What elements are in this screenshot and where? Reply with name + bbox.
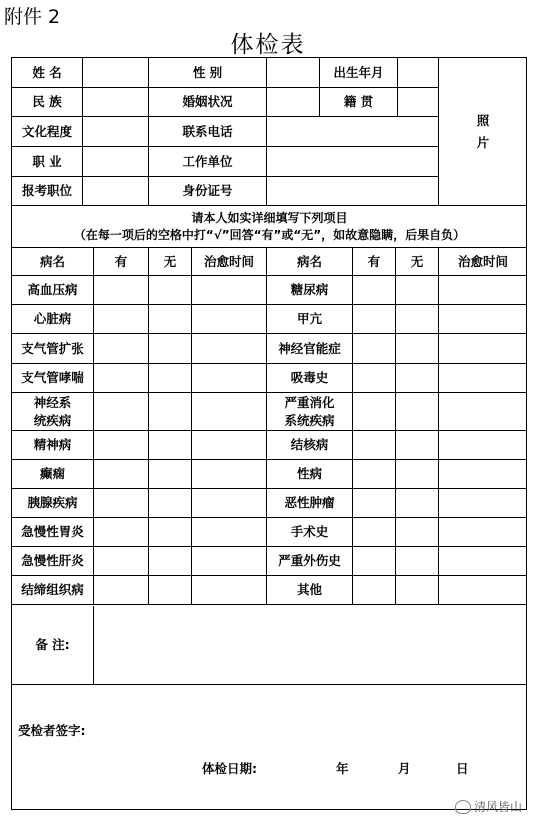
disease-name: 甲亢 xyxy=(267,305,353,334)
origin-label: 籍 贯 xyxy=(320,88,398,117)
education-label: 文化程度 xyxy=(12,117,83,147)
signature-label: 受检者签字: xyxy=(18,723,86,738)
disease-name: 癫痫 xyxy=(12,460,94,489)
wechat-icon xyxy=(455,800,471,814)
physical-exam-form xyxy=(11,57,527,810)
name-field[interactable] xyxy=(83,58,149,88)
name-label: 姓 名 xyxy=(12,58,83,88)
none-checkbox-cell[interactable] xyxy=(396,276,439,305)
disease-name: 手术史 xyxy=(267,518,353,547)
disease-name: 严重外伤史 xyxy=(267,547,353,576)
has-checkbox-cell[interactable] xyxy=(94,364,149,393)
photo-box: 照 片 xyxy=(439,58,527,206)
none-checkbox-cell[interactable] xyxy=(396,460,439,489)
cure-time-field[interactable] xyxy=(439,393,527,431)
column-header: 有 xyxy=(353,248,396,276)
occupation-field[interactable] xyxy=(83,147,149,177)
disease-name: 精神病 xyxy=(12,431,94,460)
notice-line-1: 请本人如实详细填写下列项目 xyxy=(191,211,348,225)
column-header: 病名 xyxy=(267,248,353,276)
cure-time-field[interactable] xyxy=(192,576,267,605)
has-checkbox-cell[interactable] xyxy=(353,576,396,605)
has-checkbox-cell[interactable] xyxy=(94,518,149,547)
has-checkbox-cell[interactable] xyxy=(94,431,149,460)
none-checkbox-cell[interactable] xyxy=(149,576,192,605)
disease-name: 结缔组织病 xyxy=(12,576,94,605)
idno-label: 身份证号 xyxy=(149,177,267,206)
date-year: 年 xyxy=(336,761,349,776)
instruction-notice xyxy=(12,206,527,248)
cure-time-field[interactable] xyxy=(192,364,267,393)
has-checkbox-cell[interactable] xyxy=(94,576,149,605)
cure-time-field[interactable] xyxy=(192,547,267,576)
origin-field[interactable] xyxy=(398,88,439,117)
form-title: 体检表 xyxy=(230,32,306,58)
disease-name: 急慢性肝炎 xyxy=(12,547,94,576)
none-checkbox-cell[interactable] xyxy=(149,305,192,334)
has-checkbox-cell[interactable] xyxy=(353,305,396,334)
cure-time-field[interactable] xyxy=(192,460,267,489)
disease-name: 严重消化 系统疾病 xyxy=(267,393,353,431)
disease-name: 心脏病 xyxy=(12,305,94,334)
cure-time-field[interactable] xyxy=(192,489,267,518)
cure-time-field[interactable] xyxy=(439,364,527,393)
watermark xyxy=(455,798,522,815)
cure-time-field[interactable] xyxy=(192,393,267,431)
ethnicity-field[interactable] xyxy=(83,88,149,117)
has-checkbox-cell[interactable] xyxy=(94,460,149,489)
none-checkbox-cell[interactable] xyxy=(149,460,192,489)
disease-name: 吸毒史 xyxy=(267,364,353,393)
has-checkbox-cell[interactable] xyxy=(94,547,149,576)
cure-time-field[interactable] xyxy=(192,276,267,305)
cure-time-field[interactable] xyxy=(439,431,527,460)
cure-time-field[interactable] xyxy=(439,334,527,364)
phone-field[interactable] xyxy=(267,117,439,147)
none-checkbox-cell[interactable] xyxy=(396,489,439,518)
has-checkbox-cell[interactable] xyxy=(353,393,396,431)
none-checkbox-cell[interactable] xyxy=(149,364,192,393)
cure-time-field[interactable] xyxy=(192,518,267,547)
remarks-field[interactable] xyxy=(94,606,527,685)
none-checkbox-cell[interactable] xyxy=(396,431,439,460)
idno-field[interactable] xyxy=(267,177,439,206)
occupation-label: 职 业 xyxy=(12,147,83,177)
cure-time-field[interactable] xyxy=(192,334,267,364)
column-header: 有 xyxy=(94,248,149,276)
has-checkbox-cell[interactable] xyxy=(94,489,149,518)
none-checkbox-cell[interactable] xyxy=(149,276,192,305)
cure-time-field[interactable] xyxy=(439,489,527,518)
date-month: 月 xyxy=(398,761,411,776)
position-label: 报考职位 xyxy=(12,177,83,206)
has-checkbox-cell[interactable] xyxy=(353,460,396,489)
none-checkbox-cell[interactable] xyxy=(396,576,439,605)
column-header: 无 xyxy=(149,248,192,276)
none-checkbox-cell[interactable] xyxy=(396,305,439,334)
marital-field[interactable] xyxy=(267,88,320,117)
disease-name: 糖尿病 xyxy=(267,276,353,305)
has-checkbox-cell[interactable] xyxy=(353,489,396,518)
cure-time-field[interactable] xyxy=(439,576,527,605)
gender-field[interactable] xyxy=(267,58,320,88)
cure-time-field[interactable] xyxy=(439,460,527,489)
disease-name: 急慢性胃炎 xyxy=(12,518,94,547)
cure-time-field[interactable] xyxy=(439,305,527,334)
has-checkbox-cell[interactable] xyxy=(94,276,149,305)
cure-time-field[interactable] xyxy=(439,518,527,547)
disease-name: 性病 xyxy=(267,460,353,489)
notice-line-2: （在每一项后的空格中打“√”回答“有”或“无”，如故意隐瞒，后果自负） xyxy=(73,228,466,242)
none-checkbox-cell[interactable] xyxy=(396,334,439,364)
gender-label: 性 别 xyxy=(149,58,267,88)
none-checkbox-cell[interactable] xyxy=(149,431,192,460)
disease-name: 恶性肿瘤 xyxy=(267,489,353,518)
none-checkbox-cell[interactable] xyxy=(396,393,439,431)
none-checkbox-cell[interactable] xyxy=(149,489,192,518)
disease-name: 其他 xyxy=(267,576,353,605)
has-checkbox-cell[interactable] xyxy=(353,334,396,364)
birth-field[interactable] xyxy=(398,58,439,88)
workplace-field[interactable] xyxy=(267,147,439,177)
disease-name: 高血压病 xyxy=(12,276,94,305)
birth-label: 出生年月 xyxy=(320,58,398,88)
marital-label: 婚姻状况 xyxy=(149,88,267,117)
exam-date-label: 体检日期: xyxy=(202,761,257,776)
column-header: 治愈时间 xyxy=(192,248,267,276)
disease-name: 结核病 xyxy=(267,431,353,460)
annex-label: 附件 2 xyxy=(4,6,61,28)
has-checkbox-cell[interactable] xyxy=(94,305,149,334)
none-checkbox-cell[interactable] xyxy=(396,364,439,393)
remarks-label: 备 注: xyxy=(12,606,94,685)
none-checkbox-cell[interactable] xyxy=(149,547,192,576)
disease-name: 神经官能症 xyxy=(267,334,353,364)
education-field[interactable] xyxy=(83,117,149,147)
none-checkbox-cell[interactable] xyxy=(149,393,192,431)
has-checkbox-cell[interactable] xyxy=(94,334,149,364)
has-checkbox-cell[interactable] xyxy=(94,393,149,431)
workplace-label: 工作单位 xyxy=(149,147,267,177)
watermark-text: 清风皆山 xyxy=(473,800,522,814)
disease-name: 胰腺疾病 xyxy=(12,489,94,518)
none-checkbox-cell[interactable] xyxy=(396,518,439,547)
position-field[interactable] xyxy=(83,177,149,206)
column-header: 治愈时间 xyxy=(439,248,527,276)
none-checkbox-cell[interactable] xyxy=(149,334,192,364)
none-checkbox-cell[interactable] xyxy=(396,547,439,576)
column-header: 病名 xyxy=(12,248,94,276)
none-checkbox-cell[interactable] xyxy=(149,518,192,547)
disease-name: 支气管哮喘 xyxy=(12,364,94,393)
disease-name: 支气管扩张 xyxy=(12,334,94,364)
cure-time-field[interactable] xyxy=(192,305,267,334)
has-checkbox-cell[interactable] xyxy=(353,364,396,393)
has-checkbox-cell[interactable] xyxy=(353,431,396,460)
disease-name: 神经系 统疾病 xyxy=(12,393,94,431)
cure-time-field[interactable] xyxy=(439,547,527,576)
has-checkbox-cell[interactable] xyxy=(353,518,396,547)
cure-time-field[interactable] xyxy=(439,276,527,305)
phone-label: 联系电话 xyxy=(149,117,267,147)
has-checkbox-cell[interactable] xyxy=(353,276,396,305)
date-day: 日 xyxy=(456,761,469,776)
has-checkbox-cell[interactable] xyxy=(353,547,396,576)
cure-time-field[interactable] xyxy=(192,431,267,460)
ethnicity-label: 民 族 xyxy=(12,88,83,117)
column-header: 无 xyxy=(396,248,439,276)
